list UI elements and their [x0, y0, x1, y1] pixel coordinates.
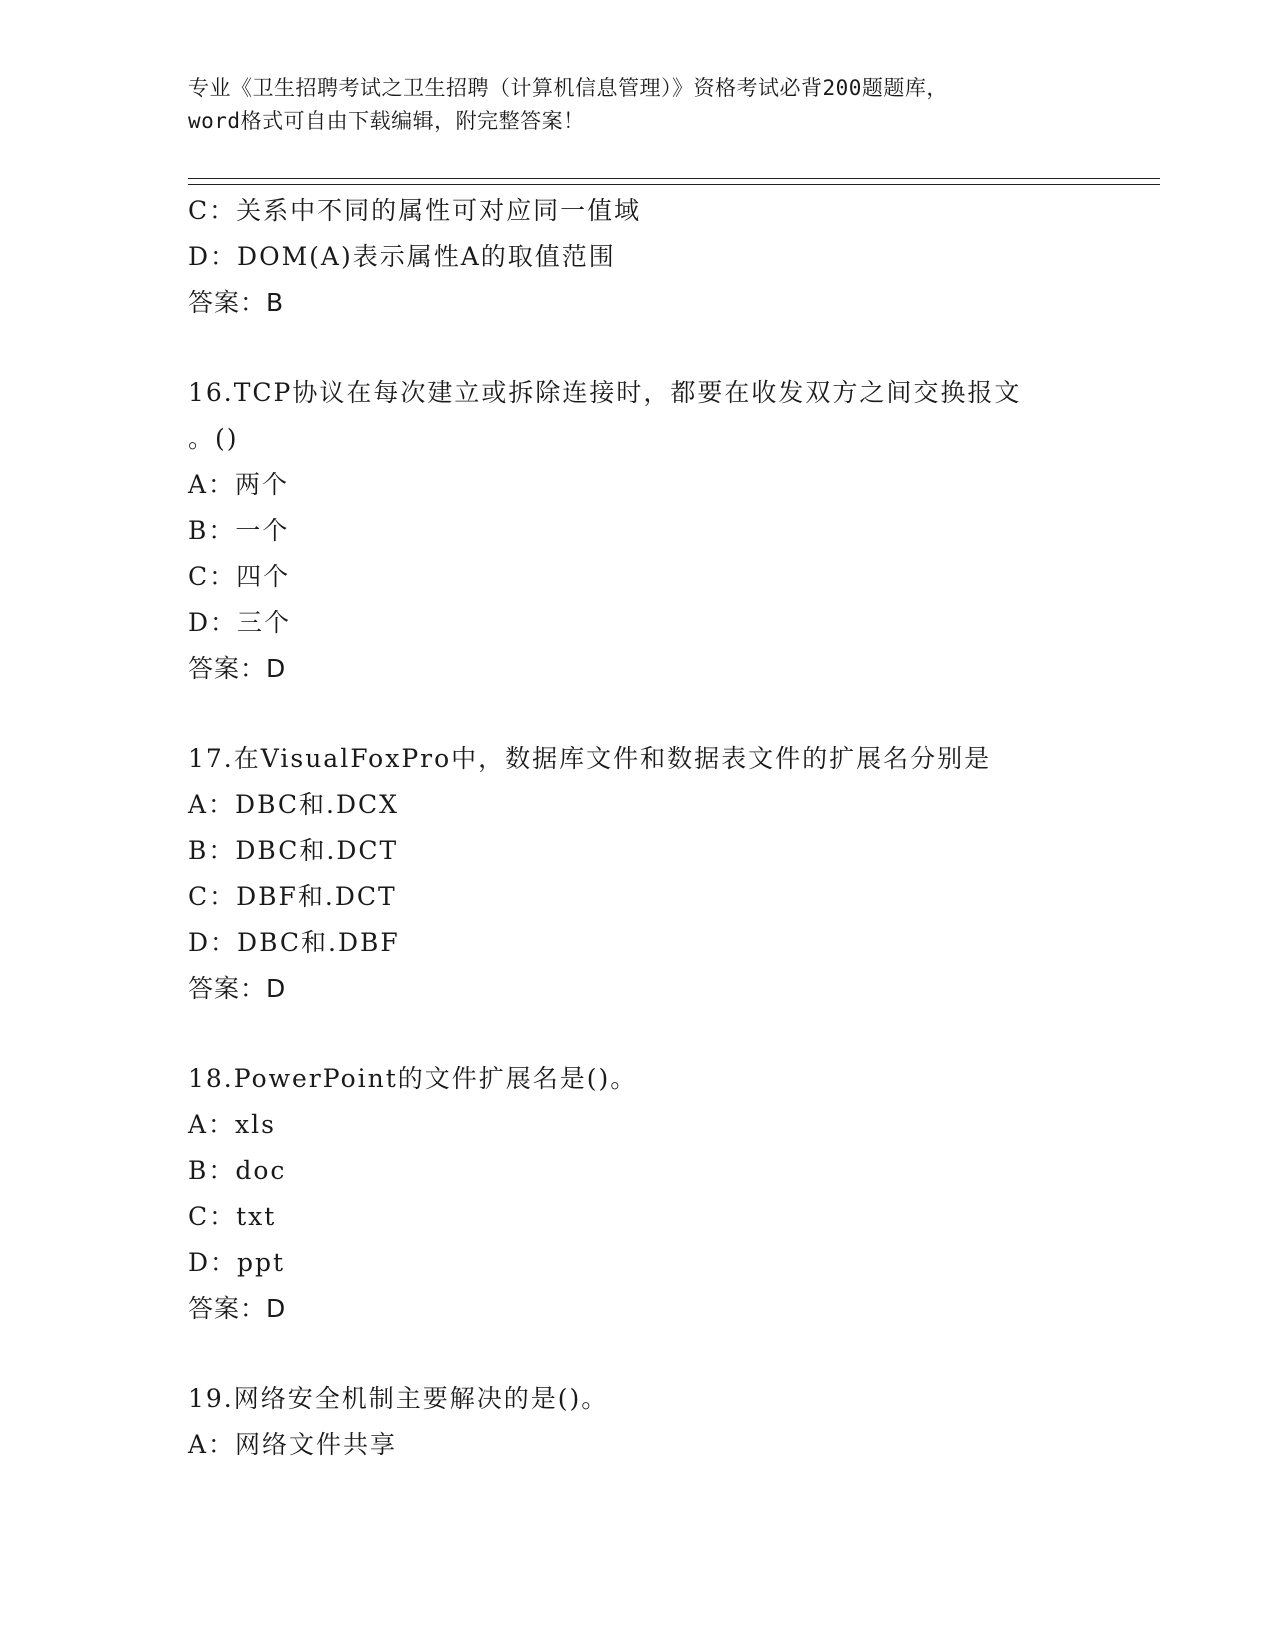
q17-option-a: A：DBC和.DCX [188, 790, 399, 819]
q15-option-c: C：关系中不同的属性可对应同一值域 [188, 196, 642, 225]
q18-option-b: B：doc [188, 1156, 287, 1185]
q18-answer: 答案：D [188, 1294, 287, 1323]
header-divider-bottom [188, 184, 1160, 185]
q16-stem-line-2: 。() [188, 424, 239, 453]
q15-answer: 答案：B [188, 288, 285, 317]
q17-option-d: D：DBC和.DBF [188, 928, 400, 957]
q18-option-a: A：xls [188, 1110, 276, 1139]
question-18 [188, 1056, 1088, 1332]
header-title-line-1: 专业《卫生招聘考试之卫生招聘（计算机信息管理）》资格考试必背200题题库， [188, 76, 948, 100]
q17-stem: 17.在VisualFoxPro中，数据库文件和数据表文件的扩展名分别是 [188, 744, 992, 773]
q16-stem-line-1: 16.TCP协议在每次建立或拆除连接时，都要在收发双方之间交换报文 [188, 378, 1022, 407]
q17-option-c: C：DBF和.DCT [188, 882, 397, 911]
q19-option-a: A：网络文件共享 [188, 1430, 398, 1459]
q17-answer: 答案：D [188, 974, 287, 1003]
question-16 [188, 370, 1088, 692]
question-19 [188, 1376, 1088, 1468]
q17-option-b: B：DBC和.DCT [188, 836, 399, 865]
q15-option-d: D：DOM(A)表示属性A的取值范围 [188, 242, 616, 271]
q16-option-c: C：四个 [188, 562, 291, 591]
header-title-line-2: word格式可自由下载编辑，附完整答案！ [188, 109, 585, 133]
question-list [188, 188, 1088, 1468]
document-header [188, 72, 1078, 138]
q18-option-c: C：txt [188, 1202, 277, 1231]
q16-answer: 答案：D [188, 654, 287, 683]
q18-stem: 18.PowerPoint的文件扩展名是()。 [188, 1064, 638, 1093]
question-15-tail [188, 188, 1088, 326]
question-17 [188, 736, 1088, 1012]
q16-option-d: D：三个 [188, 608, 292, 637]
q16-option-a: A：两个 [188, 470, 290, 499]
q18-option-d: D：ppt [188, 1248, 286, 1277]
q16-option-b: B：一个 [188, 516, 290, 545]
header-divider-top [188, 178, 1160, 179]
q19-stem: 19.网络安全机制主要解决的是()。 [188, 1384, 609, 1413]
